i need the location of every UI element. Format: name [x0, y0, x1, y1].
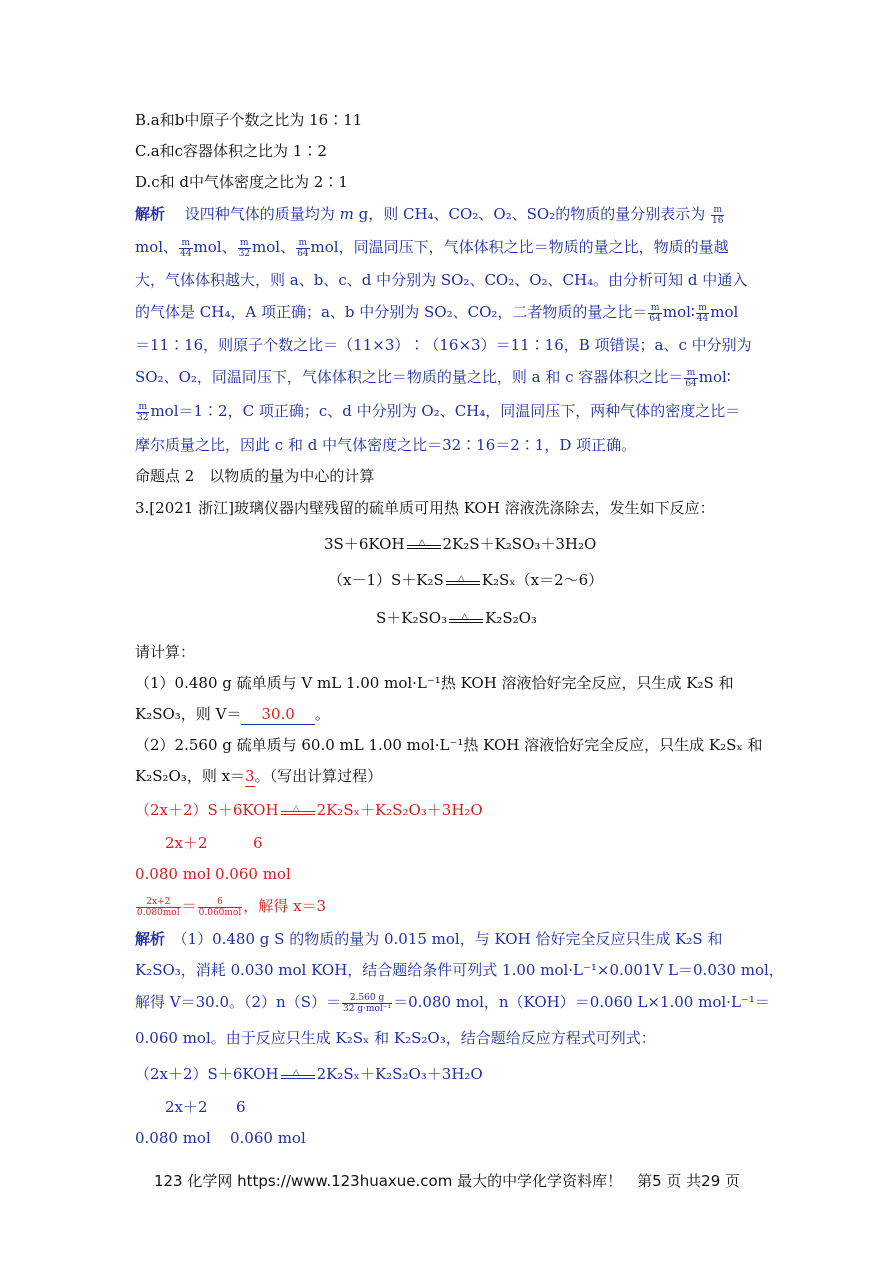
var-m: m — [339, 205, 354, 223]
text: mol∶ — [662, 303, 695, 321]
answer-coef1: 2x＋2 — [165, 834, 208, 852]
analysis2-line1 — [135, 929, 722, 949]
analysis2-coef1: 2x＋2 — [165, 1098, 208, 1116]
answer-proportion: $\frac{2x+2}{\text{0.080mol}}$ ＝ $\frac{6}{\text{0.060mol}}$ ，解得 x＝3 — [137, 896, 327, 918]
text: mol、 — [135, 238, 179, 256]
text: 的气体是 CH₄，A 项正确；a、b 中分别为 SO₂、CO₂，二者物质的量之比＝ — [135, 303, 648, 321]
q3-part2-line2 — [135, 766, 382, 787]
q3-part1-line1: （1）0.480 g 硫单质与 V mL 1.00 mol·L⁻¹热 KOH 溶液恰好完全反应，只生成 K₂S 和 — [135, 674, 734, 692]
text: mol — [710, 303, 739, 321]
text: ，解得 x＝3 — [243, 897, 327, 915]
text: （1）0.480 g S 的物质的量为 0.015 mol，与 KOH 恰好完全反应只生成 K₂S 和 — [180, 930, 723, 948]
analysis2-mol1: 0.080 mol — [135, 1129, 211, 1147]
analysis1-line2 — [135, 237, 729, 259]
analysis2-mol2: 0.060 mol — [230, 1129, 306, 1147]
analysis1-line6 — [135, 367, 731, 389]
heat-arrow: △ — [281, 1068, 315, 1082]
fraction-m-32: $\frac{m}{32}$ — [137, 401, 149, 423]
text: mol∶ — [698, 368, 731, 386]
option-c: C.a和c容器体积之比为 1∶2 — [135, 142, 327, 160]
text: mol、 — [193, 238, 237, 256]
fraction-m-64: $\frac{m}{64}$ — [685, 367, 697, 389]
fraction-m-64: $\frac{m}{64}$ — [649, 302, 661, 324]
heat-arrow: △ — [407, 538, 441, 552]
text: mol＝1∶2，C 项正确；c、d 中分别为 O₂、CH₄，同温同压下，两种气体的密度之比＝ — [150, 402, 741, 420]
analysis2-equation — [135, 1064, 483, 1084]
text: （2x＋2）S＋6KOH — [135, 1065, 279, 1083]
fraction-moles-s: $\frac{2.560 g}{\text{32 g·mol⁻¹}}$ — [342, 992, 392, 1014]
heat-arrow: △ — [449, 612, 483, 626]
fraction-m-16: $\frac{m}{16}$ — [712, 204, 724, 226]
analysis1-line1 — [135, 204, 725, 226]
equation-1 — [324, 534, 596, 554]
analysis1-line5: ＝11∶16，则原子个数之比＝（11×3）∶（16×3）＝11∶16，B 项错误；a、c 中分别为 — [135, 336, 752, 354]
heat-arrow: △ — [281, 804, 315, 818]
text: SO₂、O₂，同温同压下，气体体积之比＝物质的量之比，则 a 和 c 容器体积之比＝ — [135, 368, 684, 386]
equation-3 — [376, 608, 537, 628]
text: （2x＋2）S＋6KOH — [135, 801, 279, 819]
text: 。（写出计算过程） — [254, 767, 383, 785]
text: K₂Sₓ（x＝2～6） — [481, 571, 604, 589]
text: K₂S₂O₃ — [485, 609, 537, 627]
analysis2-line3 — [135, 992, 770, 1014]
analysis1-line3: 大，气体体积越大，则 a、b、c、d 中分别为 SO₂、CO₂、O₂、CH₄。由分析可知 d 中通入 — [135, 271, 748, 289]
fraction-answer-2: $\frac{6}{\text{0.060mol}}$ — [198, 896, 242, 918]
page-footer: 123 化学网 https://www.123huaxue.com 最大的中学化学资料库！ 第5 页 共29 页 — [153, 1172, 741, 1190]
analysis1-line4 — [135, 302, 738, 324]
equation-2 — [328, 570, 603, 590]
q3-part2-line1: （2）2.560 g 硫单质与 60.0 mL 1.00 mol·L⁻¹热 KOH 溶液恰好完全反应，只生成 K₂Sₓ 和 — [135, 736, 763, 754]
text: 解得 V＝30.0。（2）n（S）＝ — [135, 993, 341, 1011]
fraction-m-64: $\frac{m}{64}$ — [297, 237, 309, 259]
text: K₂SO₃，则 V＝ — [135, 705, 242, 723]
answer-mol2: 0.060 mol — [215, 865, 291, 883]
q3-part1-line2 — [135, 704, 330, 725]
analysis1-line7 — [135, 401, 740, 423]
text: ＝0.080 mol，n（KOH）＝0.060 L×1.00 mol·L⁻¹＝ — [393, 993, 770, 1011]
section-heading: 命题点 2 以物质的量为中心的计算 — [135, 467, 375, 485]
analysis2-coef2: 6 — [236, 1098, 246, 1116]
q3-ask: 请计算： — [135, 643, 196, 661]
fraction-answer-1: $\frac{2x+2}{\text{0.080mol}}$ — [137, 896, 180, 918]
answer-x: 3 — [245, 767, 255, 785]
option-b: B.a和b中原子个数之比为 16∶11 — [135, 111, 363, 129]
text: （x－1）S＋K₂S — [328, 571, 444, 589]
text: mol，同温同压下，气体体积之比＝物质的量之比，物质的量越 — [310, 238, 729, 256]
text: g，则 CH₄、CO₂、O₂、SO₂的物质的量分别表示为 — [358, 205, 706, 223]
analysis-label: 解析 — [135, 205, 166, 223]
text: 2K₂Sₓ＋K₂S₂O₃＋3H₂O — [316, 801, 483, 819]
text: S＋K₂SO₃ — [376, 609, 448, 627]
fraction-m-44: $\frac{m}{44}$ — [696, 302, 709, 324]
answer-coef2: 6 — [253, 834, 263, 852]
answer-equation — [135, 800, 483, 820]
answer-mol1: 0.080 mol — [135, 865, 211, 883]
fraction-m-44: $\frac{m}{44}$ — [180, 237, 192, 259]
text: 设四种气体的质量均为 — [184, 205, 335, 223]
option-d: D.c和 d中气体密度之比为 2∶1 — [135, 173, 348, 191]
text: 3S＋6KOH — [324, 535, 405, 553]
analysis2-line2: K₂SO₃，消耗 0.030 mol KOH，结合题给条件可列式 1.00 mol·L⁻¹×0.001V L＝0.030 mol， — [135, 961, 784, 979]
analysis-label: 解析 — [135, 930, 166, 948]
analysis1-line8: 摩尔质量之比，因此 c 和 d 中气体密度之比＝32∶16＝2∶1，D 项正确。 — [135, 436, 637, 454]
text: 2K₂Sₓ＋K₂S₂O₃＋3H₂O — [316, 1065, 483, 1083]
text: 2K₂S＋K₂SO₃＋3H₂O — [442, 535, 597, 553]
q3-intro: 3.[2021 浙江]玻璃仪器内壁残留的硫单质可用热 KOH 溶液洗涤除去，发生如下反应： — [135, 499, 715, 517]
text: mol、 — [252, 238, 296, 256]
heat-arrow: △ — [446, 574, 480, 588]
text: 。 — [314, 705, 330, 723]
analysis2-line4: 0.060 mol。由于反应只生成 K₂Sₓ 和 K₂S₂O₃，结合题给反应方程式可列式： — [135, 1029, 656, 1047]
text: K₂S₂O₃，则 x＝ — [135, 767, 246, 785]
answer-v: 30.0 — [241, 704, 314, 725]
fraction-m-32: $\frac{m}{32}$ — [238, 237, 251, 259]
